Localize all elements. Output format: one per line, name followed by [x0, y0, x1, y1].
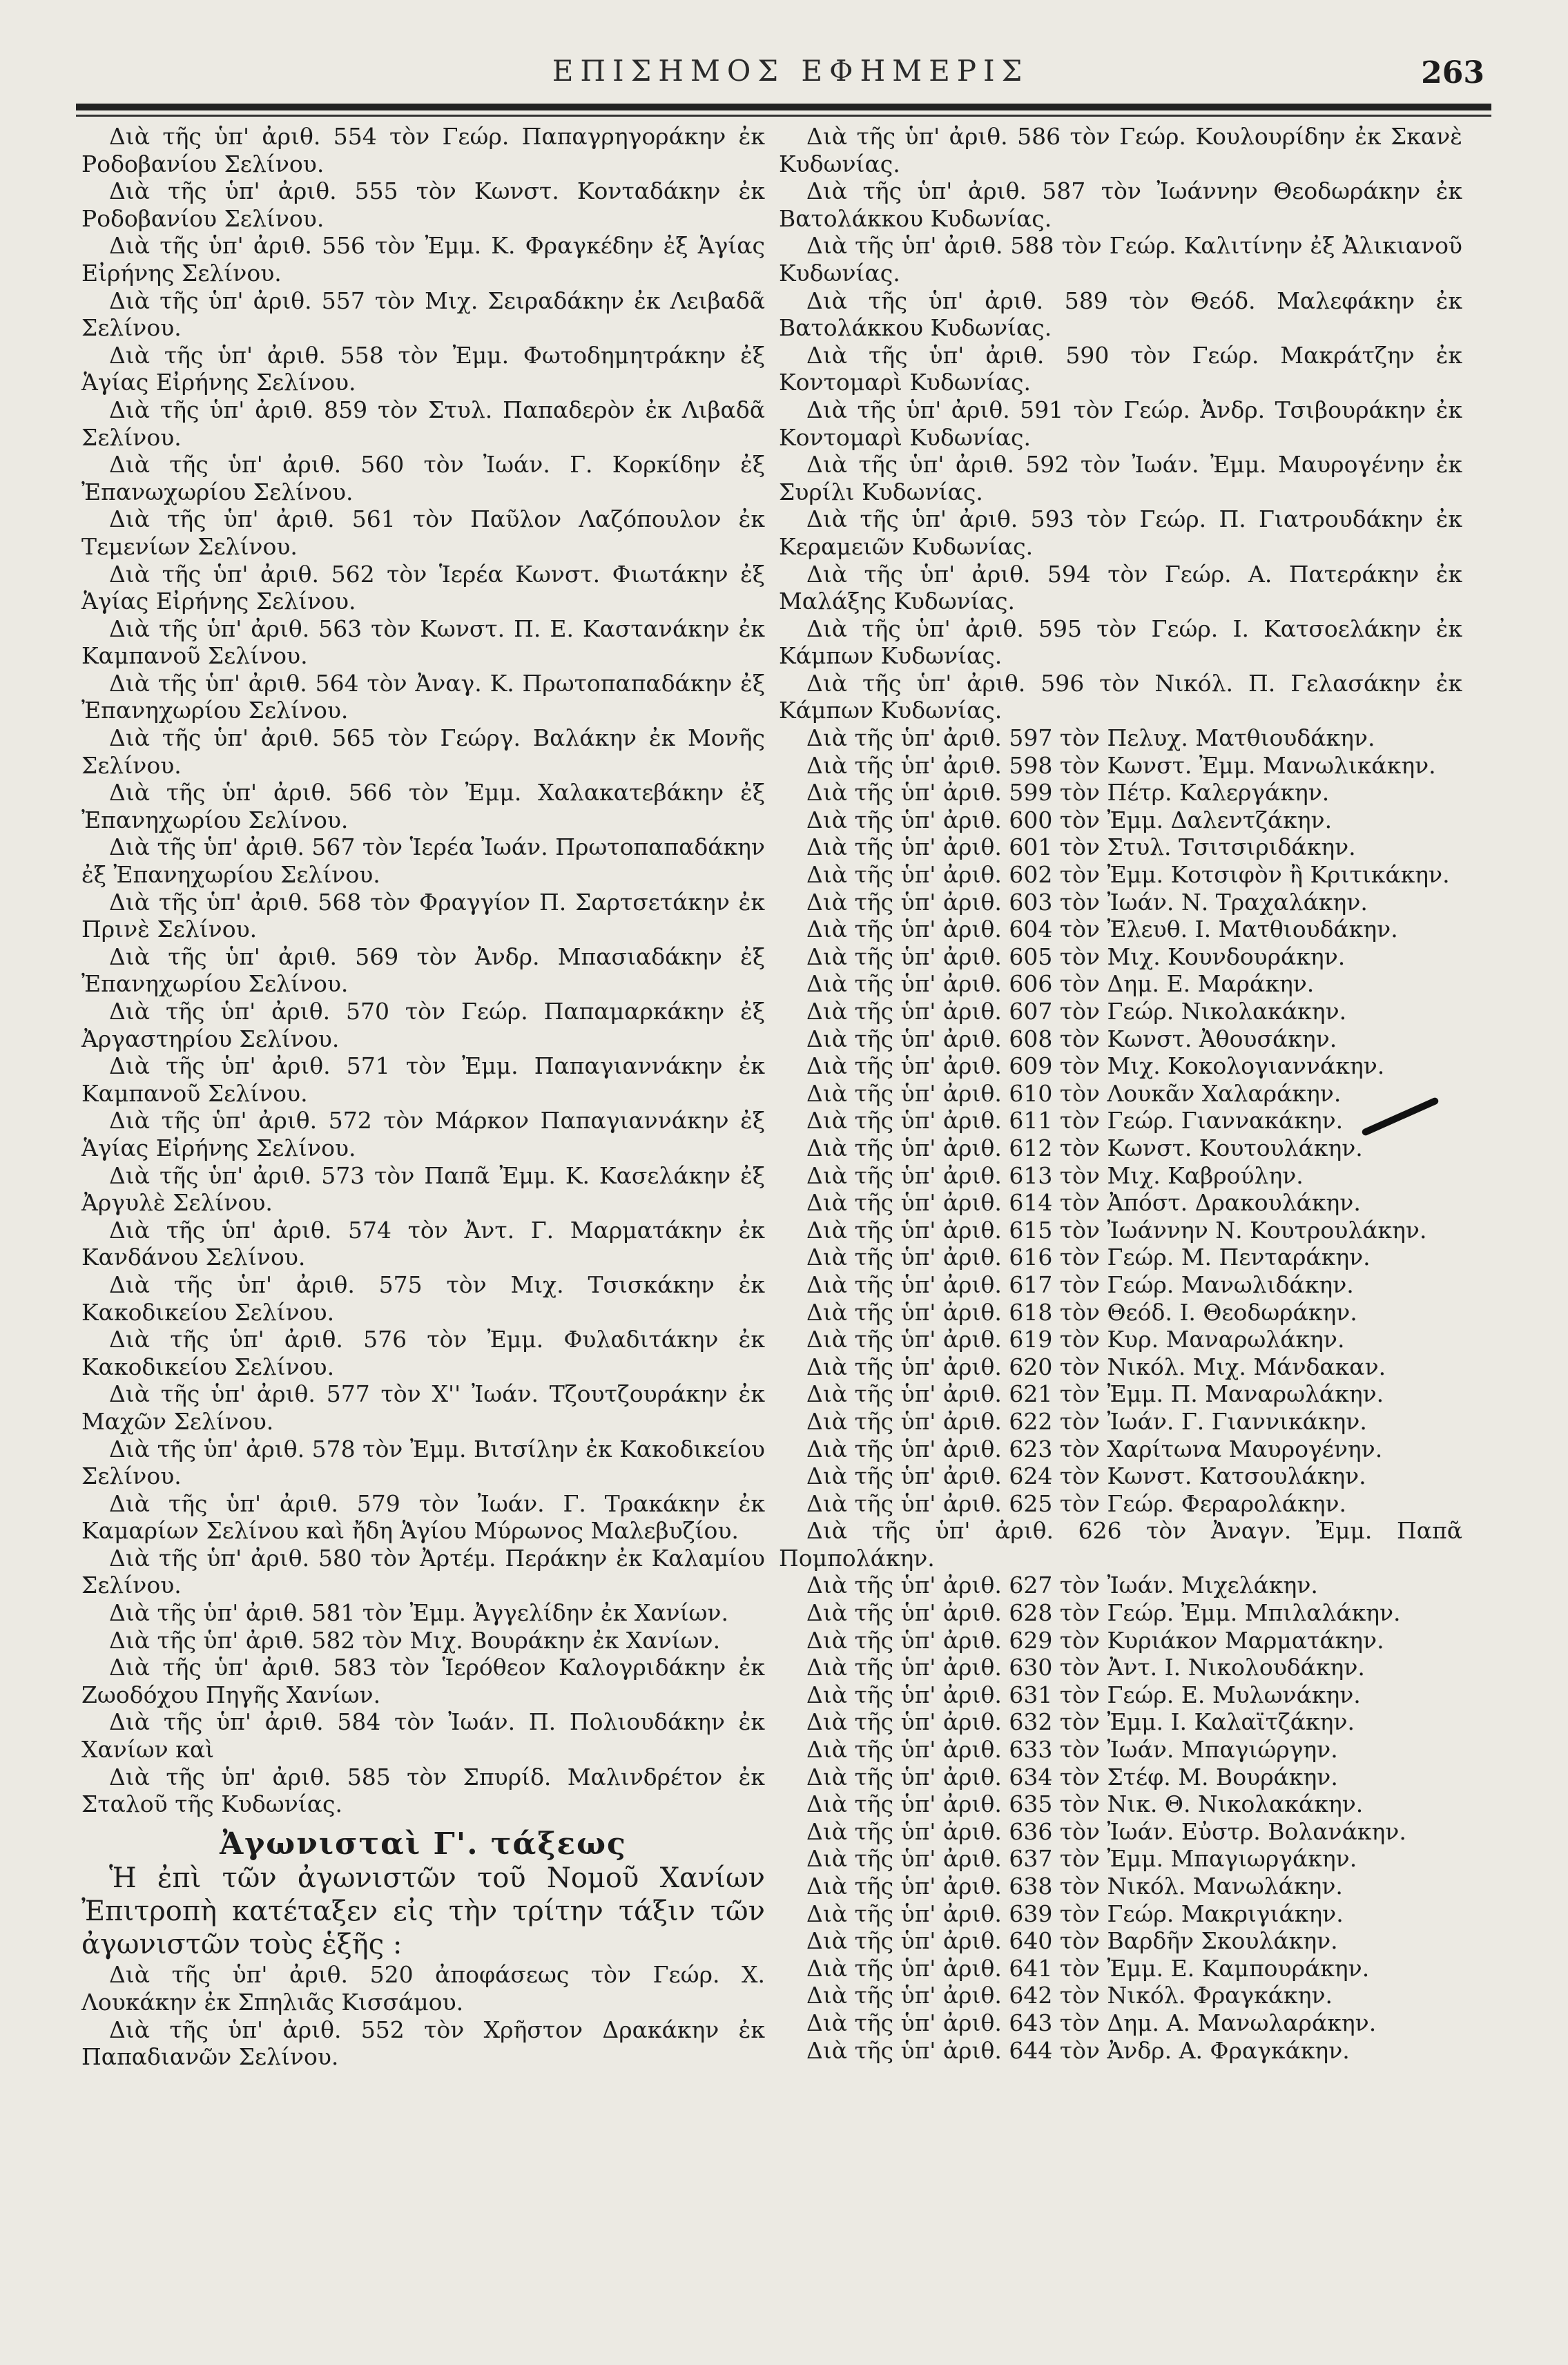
entry: Διὰ τῆς ὑπ' ἀριθ. 575 τὸν Μιχ. Τσισκάκην ἐκ Κακοδικείου Σελίνου. [81, 1271, 765, 1326]
entry: Διὰ τῆς ὑπ' ἀριθ. 633 τὸν Ἰωάν. Μπαγιώργην. [806, 1736, 1338, 1764]
entry: Διὰ τῆς ὑπ' ἀριθ. 616 τὸν Γεώρ. Μ. Πενταράκην. [806, 1244, 1371, 1271]
entry: Διὰ τῆς ὑπ' ἀριθ. 588 τὸν Γεώρ. Καλιτίνην ἐξ Ἀλικιανοῦ Κυδωνίας. [779, 232, 1462, 287]
entry: Διὰ τῆς ὑπ' ἀριθ. 580 τὸν Ἀρτέμ. Περάκην ἐκ Καλαμίου Σελίνου. [81, 1544, 765, 1599]
entry: Διὰ τῆς ὑπ' ἀριθ. 597 τὸν Πελυχ. Ματθιουδάκην. [806, 724, 1375, 752]
entry: Διὰ τῆς ὑπ' ἀριθ. 576 τὸν Ἐμμ. Φυλαδιτάκην ἐκ Κακοδικείου Σελίνου. [81, 1326, 765, 1380]
entry: Διὰ τῆς ὑπ' ἀριθ. 637 τὸν Ἐμμ. Μπαγιωργάκην. [806, 1845, 1357, 1873]
entry: Διὰ τῆς ὑπ' ἀριθ. 599 τὸν Πέτρ. Καλεργάκην. [806, 779, 1330, 807]
left-entries [81, 123, 765, 1818]
entry: Διὰ τῆς ὑπ' ἀριθ. 590 τὸν Γεώρ. Μακράτζην ἐκ Κοντομαρὶ Κυδωνίας. [779, 341, 1462, 396]
section-heading: Ἀγωνισταὶ Γ'. τάξεως [220, 1826, 627, 1862]
entry: Διὰ τῆς ὑπ' ἀριθ. 628 τὸν Γεώρ. Ἐμμ. Μπιλαλάκην. [806, 1599, 1401, 1627]
entry: Διὰ τῆς ὑπ' ἀριθ. 613 τὸν Μιχ. Καβρούλην. [806, 1161, 1304, 1189]
entry: Διὰ τῆς ὑπ' ἀριθ. 569 τὸν Ἀνδρ. Μπασιαδάκην ἐξ Ἐπανηχωρίου Σελίνου. [81, 943, 765, 998]
entry: Διὰ τῆς ὑπ' ἀριθ. 586 τὸν Γεώρ. Κουλουρίδην ἐκ Σκανὲ Κυδωνίας. [779, 123, 1462, 177]
entry: Διὰ τῆς ὑπ' ἀριθ. 625 τὸν Γεώρ. Φεραρολάκην. [806, 1489, 1347, 1517]
entry: Διὰ τῆς ὑπ' ἀριθ. 635 τὸν Νικ. Θ. Νικολακάκην. [806, 1790, 1364, 1818]
entry: Διὰ τῆς ὑπ' ἀριθ. 623 τὸν Χαρίτωνα Μαυρογένην. [806, 1435, 1383, 1463]
entry: Διὰ τῆς ὑπ' ἀριθ. 567 τὸν Ἱερέα Ἰωάν. Πρωτοπαπαδάκην ἐξ Ἐπανηχωρίου Σελίνου. [81, 833, 765, 889]
entry: Διὰ τῆς ὑπ' ἀριθ. 594 τὸν Γεώρ. Α. Πατεράκην ἐκ Μαλάξης Κυδωνίας. [779, 560, 1462, 615]
entry: Διὰ τῆς ὑπ' ἀριθ. 629 τὸν Κυριάκον Μαρματάκην. [806, 1626, 1384, 1654]
entry: Διὰ τῆς ὑπ' ἀριθ. 568 τὸν Φραγγίον Π. Σαρτσετάκην ἐκ Πρινὲ Σελίνου. [81, 888, 765, 943]
entry: Διὰ τῆς ὑπ' ἀριθ. 577 τὸν Χ'' Ἰωάν. Τζουτζουράκην ἐκ Μαχῶν Σελίνου. [81, 1380, 765, 1435]
entry: Διὰ τῆς ὑπ' ἀριθ. 622 τὸν Ἰωάν. Γ. Γιαννικάκην. [806, 1407, 1367, 1435]
entry: Διὰ τῆς ὑπ' ἀριθ. 520 ἀποφάσεως τὸν Γεώρ. Χ. Λουκάκην ἐκ Σπηλιᾶς Κισσάμου. [81, 1961, 765, 2016]
entry: Διὰ τῆς ὑπ' ἀριθ. 558 τὸν Ἐμμ. Φωτοδημητράκην ἐξ Ἁγίας Εἰρήνης Σελίνου. [81, 341, 765, 396]
entry: Διὰ τῆς ὑπ' ἀριθ. 572 τὸν Μάρκον Παπαγιαννάκην ἐξ Ἁγίας Εἰρήνης Σελίνου. [81, 1107, 765, 1161]
left-column [81, 123, 765, 2071]
entry: Διὰ τῆς ὑπ' ἀριθ. 617 τὸν Γεώρ. Μανωλιδάκην. [806, 1271, 1354, 1298]
entry: Διὰ τῆς ὑπ' ἀριθ. 639 τὸν Γεώρ. Μακριγιάκην. [806, 1900, 1344, 1927]
entry: Διὰ τῆς ὑπ' ἀριθ. 578 τὸν Ἐμμ. Βιτσίλην ἐκ Κακοδικείου Σελίνου. [81, 1435, 765, 1490]
entry: Διὰ τῆς ὑπ' ἀριθ. 595 τὸν Γεώρ. Ι. Κατσοελάκην ἐκ Κάμπων Κυδωνίας. [779, 615, 1462, 670]
left-entries-bottom [81, 1961, 765, 2070]
entry: Διὰ τῆς ὑπ' ἀριθ. 619 τὸν Κυρ. Μαναρωλάκην. [806, 1326, 1345, 1353]
entry: Διὰ τῆς ὑπ' ἀριθ. 636 τὸν Ἰωάν. Εὐστρ. Βολανάκην. [806, 1817, 1406, 1845]
right-column [779, 123, 1462, 2064]
entry: Διὰ τῆς ὑπ' ἀριθ. 596 τὸν Νικόλ. Π. Γελασάκην ἐκ Κάμπων Κυδωνίας. [779, 669, 1462, 724]
entry: Διὰ τῆς ὑπ' ἀριθ. 641 τὸν Ἐμμ. Ε. Καμπουράκην. [806, 1954, 1370, 1982]
entry: Διὰ τῆς ὑπ' ἀριθ. 618 τὸν Θεόδ. Ι. Θεοδωράκην. [806, 1298, 1357, 1326]
section-intro: Ἡ ἐπὶ τῶν ἀγωνιστῶν τοῦ Νομοῦ Χανίων Ἐπιτροπὴ κατέταξεν εἰς τὴν τρίτην τάξιν τῶν ἀγωνιστῶν τοὺς ἑξῆς : [81, 1862, 765, 1961]
entry: Διὰ τῆς ὑπ' ἀριθ. 634 τὸν Στέφ. Μ. Βουράκην. [806, 1763, 1338, 1790]
entry: Διὰ τῆς ὑπ' ἀριθ. 554 τὸν Γεώρ. Παπαγρηγοράκην ἐκ Ροδοβανίου Σελίνου. [81, 123, 765, 177]
entry: Διὰ τῆς ὑπ' ἀριθ. 555 τὸν Κωνστ. Κονταδάκην ἐκ Ροδοβανίου Σελίνου. [81, 177, 765, 232]
entry: Διὰ τῆς ὑπ' ἀριθ. 570 τὸν Γεώρ. Παπαμαρκάκην ἐξ Ἀργαστηρίου Σελίνου. [81, 998, 765, 1052]
entry: Διὰ τῆς ὑπ' ἀριθ. 632 τὸν Ἐμμ. Ι. Καλαϊτζάκην. [806, 1708, 1355, 1736]
entry: Διὰ τῆς ὑπ' ἀριθ. 561 τὸν Παῦλον Λαζόπουλον ἐκ Τεμενίων Σελίνου. [81, 505, 765, 560]
entry: Διὰ τῆς ὑπ' ἀριθ. 593 τὸν Γεώρ. Π. Γιατρουδάκην ἐκ Κεραμειῶν Κυδωνίας. [779, 505, 1462, 560]
entry: Διὰ τῆς ὑπ' ἀριθ. 579 τὸν Ἰωάν. Γ. Τρακάκην ἐκ Καμαρίων Σελίνου καὶ ἤδη Ἁγίου Μύρωνος Μαλεβυζίου. [81, 1489, 765, 1545]
entry: Διὰ τῆς ὑπ' ἀριθ. 631 τὸν Γεώρ. Ε. Μυλωνάκην. [806, 1681, 1361, 1708]
entry: Διὰ τῆς ὑπ' ἀριθ. 598 τὸν Κωνστ. Ἐμμ. Μανωλικάκην. [806, 751, 1436, 779]
entry: Διὰ τῆς ὑπ' ἀριθ. 602 τὸν Ἐμμ. Κοτσιφὸν ἢ Κριτικάκην. [806, 861, 1450, 889]
entry: Διὰ τῆς ὑπ' ἀριθ. 603 τὸν Ἰωάν. Ν. Τραχαλάκην. [806, 888, 1368, 916]
entry: Διὰ τῆς ὑπ' ἀριθ. 592 τὸν Ἰωάν. Ἐμμ. Μαυρογένην ἐκ Συρίλι Κυδωνίας. [779, 451, 1462, 505]
entry: Διὰ τῆς ὑπ' ἀριθ. 620 τὸν Νικόλ. Μιχ. Μάνδακαν. [806, 1353, 1386, 1380]
entry: Διὰ τῆς ὑπ' ἀριθ. 600 τὸν Ἐμμ. Δαλεντζάκην. [806, 806, 1333, 833]
header-rule [76, 104, 1491, 110]
entry: Διὰ τῆς ὑπ' ἀριθ. 614 τὸν Ἀπόστ. Δρακουλάκην. [806, 1189, 1361, 1217]
entry: Διὰ τῆς ὑπ' ἀριθ. 581 τὸν Ἐμμ. Ἀγγελίδην ἐκ Χανίων. [109, 1599, 728, 1627]
entry: Διὰ τῆς ὑπ' ἀριθ. 591 τὸν Γεώρ. Ἀνδρ. Τσιβουράκην ἐκ Κοντομαρὶ Κυδωνίας. [779, 396, 1462, 451]
entry: Διὰ τῆς ὑπ' ἀριθ. 612 τὸν Κωνστ. Κουτουλάκην. [806, 1134, 1363, 1161]
entry: Διὰ τῆς ὑπ' ἀριθ. 565 τὸν Γεώργ. Βαλάκην ἐκ Μονῆς Σελίνου. [81, 724, 765, 779]
entry: Διὰ τῆς ὑπ' ἀριθ. 615 τὸν Ἰωάννην Ν. Κουτρουλάκην. [806, 1216, 1427, 1244]
entry: Διὰ τῆς ὑπ' ἀριθ. 573 τὸν Παπᾶ Ἐμμ. Κ. Κασελάκην ἐξ Ἀργυλὲ Σελίνου. [81, 1161, 765, 1217]
entry: Διὰ τῆς ὑπ' ἀριθ. 642 τὸν Νικόλ. Φραγκάκην. [806, 1982, 1333, 2009]
entry: Διὰ τῆς ὑπ' ἀριθ. 605 τὸν Μιχ. Κουνδουράκην. [806, 943, 1346, 970]
gazette-title: ΕΠΙΣΗΜΟΣ ΕΦΗΜΕΡΙΣ [552, 54, 1029, 88]
entry: Διὰ τῆς ὑπ' ἀριθ. 621 τὸν Ἐμμ. Π. Μαναρωλάκην. [806, 1380, 1384, 1408]
entry: Διὰ τῆς ὑπ' ἀριθ. 644 τὸν Ἀνδρ. Α. Φραγκάκην. [806, 2036, 1350, 2064]
entry: Διὰ τῆς ὑπ' ἀριθ. 566 τὸν Ἐμμ. Χαλακατεβάκην ἐξ Ἐπανηχωρίου Σελίνου. [81, 779, 765, 833]
entry: Διὰ τῆς ὑπ' ἀριθ. 608 τὸν Κωνστ. Ἀθουσάκην. [806, 1025, 1337, 1052]
entry: Διὰ τῆς ὑπ' ἀριθ. 564 τὸν Ἀναγ. Κ. Πρωτοπαπαδάκην ἐξ Ἐπανηχωρίου Σελίνου. [81, 669, 765, 724]
entry: Διὰ τῆς ὑπ' ἀριθ. 638 τὸν Νικόλ. Μανωλάκην. [806, 1873, 1343, 1900]
entry: Διὰ τῆς ὑπ' ἀριθ. 584 τὸν Ἰωάν. Π. Πολιουδάκην ἐκ Χανίων καὶ [81, 1708, 765, 1764]
entry: Διὰ τῆς ὑπ' ἀριθ. 624 τὸν Κωνστ. Κατσουλάκην. [806, 1463, 1366, 1490]
entry: Διὰ τῆς ὑπ' ἀριθ. 557 τὸν Μιχ. Σειραδάκην ἐκ Λειβαδᾶ Σελίνου. [81, 287, 765, 342]
entry: Διὰ τῆς ὑπ' ἀριθ. 574 τὸν Ἀντ. Γ. Μαρματάκην ἐκ Κανδάνου Σελίνου. [81, 1216, 765, 1271]
entry: Διὰ τῆς ὑπ' ἀριθ. 640 τὸν Βαρδῆν Σκουλάκην. [806, 1927, 1338, 1955]
entry: Διὰ τῆς ὑπ' ἀριθ. 556 τὸν Ἐμμ. Κ. Φραγκέδην ἐξ Ἁγίας Εἰρήνης Σελίνου. [81, 232, 765, 287]
entry: Διὰ τῆς ὑπ' ἀριθ. 552 τὸν Χρῆστον Δρακάκην ἐκ Παπαδιανῶν Σελίνου. [81, 2016, 765, 2071]
entry: Διὰ τῆς ὑπ' ἀριθ. 582 τὸν Μιχ. Βουράκην ἐκ Χανίων. [109, 1626, 721, 1654]
entry: Διὰ τῆς ὑπ' ἀριθ. 560 τὸν Ἰωάν. Γ. Κορκίδην ἐξ Ἐπανωχωρίου Σελίνου. [81, 451, 765, 505]
entry: Διὰ τῆς ὑπ' ἀριθ. 585 τὸν Σπυρίδ. Μαλινδρέτον ἐκ Σταλοῦ τῆς Κυδωνίας. [81, 1763, 765, 1818]
entry: Διὰ τῆς ὑπ' ἀριθ. 859 τὸν Στυλ. Παπαδερὸν ἐκ Λιβαδᾶ Σελίνου. [81, 396, 765, 451]
entry: Διὰ τῆς ὑπ' ἀριθ. 630 τὸν Ἀντ. Ι. Νικολουδάκην. [806, 1654, 1365, 1681]
entry: Διὰ τῆς ὑπ' ἀριθ. 643 τὸν Δημ. Α. Μανωλαράκην. [806, 2009, 1377, 2036]
entry: Διὰ τῆς ὑπ' ἀριθ. 589 τὸν Θεόδ. Μαλεφάκην ἐκ Βατολάκκου Κυδωνίας. [779, 287, 1462, 342]
page-number: 263 [1421, 55, 1484, 90]
right-entries [779, 123, 1462, 2064]
entry: Διὰ τῆς ὑπ' ἀριθ. 609 τὸν Μιχ. Κοκολογιαννάκην. [806, 1052, 1385, 1080]
entry: Διὰ τῆς ὑπ' ἀριθ. 611 τὸν Γεώρ. Γιαννακάκην. [806, 1107, 1344, 1135]
entry: Διὰ τῆς ὑπ' ἀριθ. 587 τὸν Ἰωάννην Θεοδωράκην ἐκ Βατολάκκου Κυδωνίας. [779, 177, 1462, 232]
entry: Διὰ τῆς ὑπ' ἀριθ. 583 τὸν Ἱερόθεον Καλογριδάκην ἐκ Ζωοδόχου Πηγῆς Χανίων. [81, 1654, 765, 1708]
entry: Διὰ τῆς ὑπ' ἀριθ. 604 τὸν Ἐλευθ. Ι. Ματθιουδάκην. [806, 916, 1398, 943]
header-rule-thin [76, 115, 1491, 117]
entry: Διὰ τῆς ὑπ' ἀριθ. 601 τὸν Στυλ. Τσιτσιριδάκην. [806, 833, 1356, 861]
entry: Διὰ τῆς ὑπ' ἀριθ. 606 τὸν Δημ. Ε. Μαράκην. [806, 970, 1315, 998]
entry: Διὰ τῆς ὑπ' ἀριθ. 626 τὸν Ἀναγν. Ἐμμ. Παπᾶ Πομπολάκην. [779, 1517, 1462, 1572]
entry: Διὰ τῆς ὑπ' ἀριθ. 563 τὸν Κωνστ. Π. Ε. Καστανάκην ἐκ Καμπανοῦ Σελίνου. [81, 615, 765, 670]
entry: Διὰ τῆς ὑπ' ἀριθ. 607 τὸν Γεώρ. Νικολακάκην. [806, 998, 1347, 1025]
entry: Διὰ τῆς ὑπ' ἀριθ. 562 τὸν Ἱερέα Κωνστ. Φιωτάκην ἐξ Ἁγίας Εἰρήνης Σελίνου. [81, 560, 765, 615]
entry: Διὰ τῆς ὑπ' ἀριθ. 610 τὸν Λουκᾶν Χαλαράκην. [806, 1079, 1342, 1107]
entry: Διὰ τῆς ὑπ' ἀριθ. 571 τὸν Ἐμμ. Παπαγιαννάκην ἐκ Καμπανοῦ Σελίνου. [81, 1052, 765, 1107]
entry: Διὰ τῆς ὑπ' ἀριθ. 627 τὸν Ἰωάν. Μιχελάκην. [806, 1572, 1318, 1599]
page-header [97, 54, 1484, 102]
